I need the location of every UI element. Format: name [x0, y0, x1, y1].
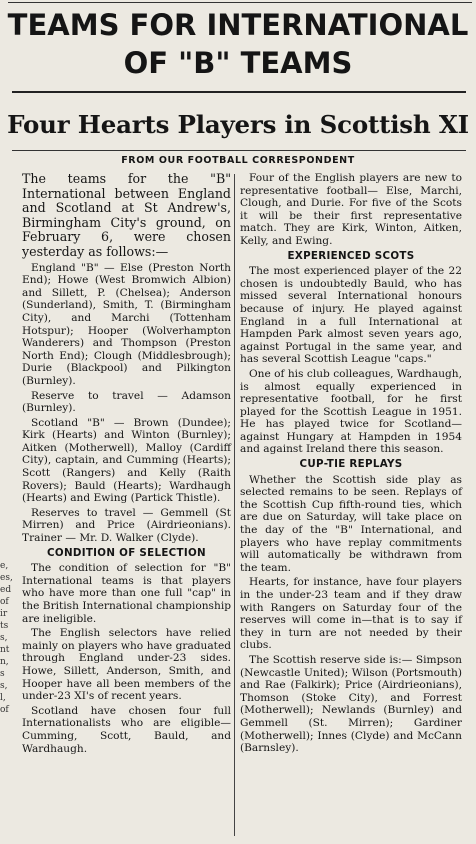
condition-paragraph-2: The English selectors have relied mainly on players who have graduated through England under-23 sides. Howe, Sillett, Anderson, Smith, and Hooper have all been members of the under-23 XI's of recent years.	[22, 627, 231, 703]
margin-fragment: of	[0, 597, 9, 607]
margin-fragment: of	[0, 705, 9, 715]
margin-fragment: nt	[0, 645, 10, 655]
subheadline: Four Hearts Players in Scottish XI	[7, 110, 469, 139]
england-team-paragraph: England "B" — Else (Preston North End); Howe (West Bromwich Albion) and Sillett, P. (Chelsea); Anderson (Sunderland), Smith, T. (Birmingham City), and Marchi (Tottenham Hotspur); Hooper (Wolverhampton Wanderers) and Thompson (Preston North End); Clough (Middlesbrough); Durie (Blackpool) and Pilkington (Burnley).	[22, 261, 231, 387]
replays-paragraph: Whether the Scottish side play as selected remains to be seen. Replays of the Scottish Cup fifth-round ties, which are due on Saturday, will take place on the day of the "B" International, and players who have replay commitments will automatically be withdrawn from the team.	[240, 473, 462, 574]
margin-fragment: s	[0, 669, 5, 679]
margin-fragment: s,	[0, 681, 8, 691]
margin-fragment: ts	[0, 621, 9, 631]
byline: FROM OUR FOOTBALL CORRESPONDENT	[121, 155, 355, 166]
hearts-paragraph: Hearts, for instance, have four players in the under-23 team and if they draw with Rangers on Saturday four of the reserves will come in—that is to say if they in turn are not needed by their clubs.	[240, 576, 462, 652]
section-heading-condition: CONDITION OF SELECTION	[47, 546, 206, 559]
headline-line-2: OF "B" TEAMS	[123, 46, 353, 80]
article-column-left	[22, 172, 231, 838]
wardhaugh-paragraph: One of his club colleagues, Wardhaugh, is almost equally experienced in representative football, for he first played for the Scottish League in 1951. He has played twice for Scotland—against Hungary at Hampden in 1954 and against Ireland there this season.	[240, 367, 462, 456]
top-rule	[8, 2, 472, 3]
scotland-team-paragraph: Scotland "B" — Brown (Dundee); Kirk (Hearts) and Winton (Burnley); Aitken (Motherwell), Malloy (Cardiff City), captain, and Cumming (Hearts); Scott (Rangers) and Kelly (Raith Rovers); Bauld (Hearts); Wardhaugh (Hearts) and Ewing (Partick Thistle).	[22, 416, 231, 505]
section-heading-experienced: EXPERIENCED SCOTS	[287, 249, 415, 262]
new-players-paragraph: Four of the English players are new to representative football— Else, Marchi, Clough, and Durie. For five of the Scots it will be their first representative match. They are Kirk, Winton, Aitken, Kelly, and Ewing.	[240, 172, 462, 247]
condition-paragraph-3: Scotland have chosen four full Internationalists who are eligible— Cumming, Scott, Bauld, and Wardhaugh.	[22, 704, 231, 755]
column-divider	[234, 174, 235, 836]
intro-paragraph: The teams for the "B" International between England and Scotland at St Andrew's, Birmingham City's ground, on February 6, were chosen yesterday as follows:—	[22, 171, 231, 259]
margin-fragment: n,	[0, 657, 9, 667]
england-reserve-paragraph: Reserve to travel — Adamson (Burnley).	[22, 389, 231, 415]
margin-fragment: s,	[0, 633, 8, 643]
reserve-side-paragraph: The Scottish reserve side is:— Simpson (Newcastle United); Wilson (Portsmouth) and Rae (Falkirk); Price (Airdrieonians), Thomson (Stoke City), and Forrest (Motherwell); Newlands (Burnley) and Gemmell (St. Mirren); Gardiner (Motherwell); Innes (Clyde) and McCann (Barnsley).	[240, 653, 462, 755]
scotland-reserves-paragraph: Reserves to travel — Gemmell (St Mirren) and Price (Airdrieonians). Trainer — Mr. D. Walker (Clyde).	[22, 506, 231, 545]
margin-fragment: es,	[0, 573, 13, 583]
adjacent-column-fragments	[0, 560, 11, 844]
condition-paragraph-1: The condition of selection for "B" International teams is that players who have more than one full "cap" in the British International championship are ineligible.	[22, 562, 231, 625]
margin-fragment: e,	[0, 561, 9, 571]
headline-rule	[12, 91, 466, 93]
headline-line-1: TEAMS FOR INTERNATIONAL	[7, 8, 469, 42]
margin-fragment: ed	[0, 585, 12, 595]
section-heading-replays: CUP-TIE REPLAYS	[299, 458, 403, 471]
headline	[0, 6, 476, 82]
subheadline-rule	[12, 150, 466, 151]
margin-fragment: l,	[0, 693, 6, 703]
bauld-paragraph: The most experienced player of the 22 chosen is undoubtedly Bauld, who has missed several International honours because of injury. He played against England in a full International at Hampden Park almost seven years ago, against Portugal in the same year, and has several Scottish League "caps."	[240, 265, 462, 366]
article-column-right	[240, 172, 462, 838]
margin-fragment: ir	[0, 609, 8, 619]
